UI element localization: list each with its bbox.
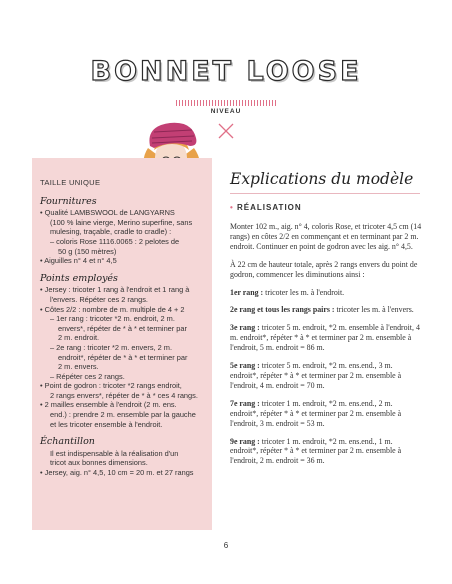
points-line: envers*, répéter de * à * et terminer par: [58, 323, 187, 333]
bullet-icon: •: [230, 203, 238, 212]
points-line: • Point de godron : tricoter *2 rangs endroit,: [40, 381, 182, 391]
row-instruction: [230, 288, 422, 298]
points-line: 2 m. envers.: [58, 362, 99, 372]
echantillon-heading: Échantillon: [40, 436, 95, 448]
fournitures-line: 50 g (150 mètres): [58, 246, 117, 256]
points-line: l'envers. Répéter ces 2 rangs.: [50, 294, 148, 304]
fournitures-list: [40, 208, 208, 266]
row-text: tricoter les m. à l'endroit.: [263, 287, 345, 297]
row-label: 7e rang :: [230, 398, 260, 408]
points-list: [40, 285, 208, 429]
row-text: tricoter 1 m. endroit, *2 m. ens.end., 1 m. endroit*, répéter * à * et terminer par 2 m. ensemble à l'endroit, 2 m. endroit = 36 m.: [230, 436, 402, 466]
echantillon-list: [40, 449, 208, 478]
realisation-subheading: [230, 203, 302, 212]
fournitures-line: • Aiguilles n° 4 et n° 4,5: [40, 256, 117, 266]
row-instruction: [230, 361, 422, 391]
row-label: 3e rang :: [230, 323, 260, 333]
row-text: tricoter les m. à l'envers.: [334, 305, 414, 315]
row-label: 5e rang :: [230, 361, 260, 371]
row-text: tricoter 5 m. endroit, *2 m. ensemble à l'endroit, 4 m. endroit*, répéter * à * et terminer par 2 m. ensemble à l'endroit, 5 m. endroit = 86 m.: [230, 323, 420, 353]
points-line: • Côtes 2/2 : nombre de m. multiple de 4 + 2: [40, 304, 185, 314]
row-instruction: [230, 305, 422, 315]
echantillon-line: tricot aux bonnes dimensions.: [50, 458, 148, 468]
points-line: endroit*, répéter de * à * et terminer par: [58, 352, 188, 362]
fournitures-line: – coloris Rose 1116.0065 : 2 pelotes de: [50, 236, 180, 246]
row-text: tricoter 5 m. endroit, *2 m. ens.end., 3 m. endroit*, répéter * à * et terminer par 2 m. ensemble à l'endroit, 4 m. endroit = 70 m.: [230, 361, 402, 390]
supplies-text: [40, 178, 208, 478]
echantillon-line: • Jersey, aig. n° 4,5, 10 cm = 20 m. et 27 rangs: [40, 468, 194, 478]
size-label: TAILLE UNIQUE: [40, 178, 101, 187]
fournitures-line: • Qualité LAMBSWOOL de LANGYARNS: [40, 208, 175, 218]
level-ruler: [176, 100, 276, 106]
heading-underline: [230, 193, 420, 194]
points-heading: Points employés: [40, 272, 118, 284]
row-instruction: [230, 323, 422, 353]
points-line: – 1er rang : tricoter *2 m. endroit, 2 m.: [50, 314, 175, 324]
points-line: 2 rangs envers*, répéter de * à * ces 4 rangs.: [50, 390, 198, 400]
points-line: • Jersey : tricoter 1 rang à l'endroit et 1 rang à: [40, 285, 190, 295]
niveau-label: NIVEAU: [210, 108, 242, 115]
instruction-paragraph: Monter 102 m., aig. n° 4, coloris Rose, et tricoter 4,5 cm (14 rangs) en côtes 2/2 en commençant et en terminant par 2 m. endroit. Continuer en point de godron avec les aig. n° 4,5.: [230, 222, 422, 251]
page-number: 6: [223, 541, 229, 550]
points-line: • 2 mailles ensemble à l'endroit (2 m. ens.: [40, 400, 177, 410]
realisation-label: RÉALISATION: [237, 203, 302, 212]
row-label: 1er rang :: [230, 287, 264, 297]
fournitures-line: (100 % laine vierge, Merino superfine, sans: [50, 217, 193, 227]
fournitures-heading: Fournitures: [40, 195, 97, 207]
row-instruction: [230, 437, 422, 467]
echantillon-line: Il est indispensable à la réalisation d'un: [50, 448, 179, 458]
points-line: 2 m. endroit.: [58, 333, 100, 343]
page-title: BONNET LOOSE: [90, 56, 362, 87]
explications-heading: Explications du modèle: [230, 170, 414, 188]
cross-icon: [216, 121, 236, 141]
instruction-paragraph: À 22 cm de hauteur totale, après 2 rangs envers du point de godron, commencer les diminutions ainsi :: [230, 259, 418, 279]
points-line: end.) : prendre 2 m. ensemble par la gauche: [50, 410, 196, 420]
row-label: 2e rang et tous les rangs pairs :: [230, 305, 335, 315]
points-line: – 2e rang : tricoter *2 m. envers, 2 m.: [50, 342, 172, 352]
row-text: tricoter 1 m. endroit, *2 m. ens.end., 2 m. endroit*, répéter * à * et terminer par 2 m. ensemble à l'endroit, 3 m. endroit = 53 m.: [230, 398, 402, 428]
row-instruction: [230, 399, 422, 429]
row-label: 9e rang :: [230, 436, 260, 446]
instructions-text: [230, 222, 422, 474]
fournitures-line: mulesing, traçable, cradle to cradle) :: [50, 227, 172, 237]
points-line: – Répéter ces 2 rangs.: [50, 371, 125, 381]
points-line: et les tricoter ensemble à l'endroit.: [50, 419, 163, 429]
